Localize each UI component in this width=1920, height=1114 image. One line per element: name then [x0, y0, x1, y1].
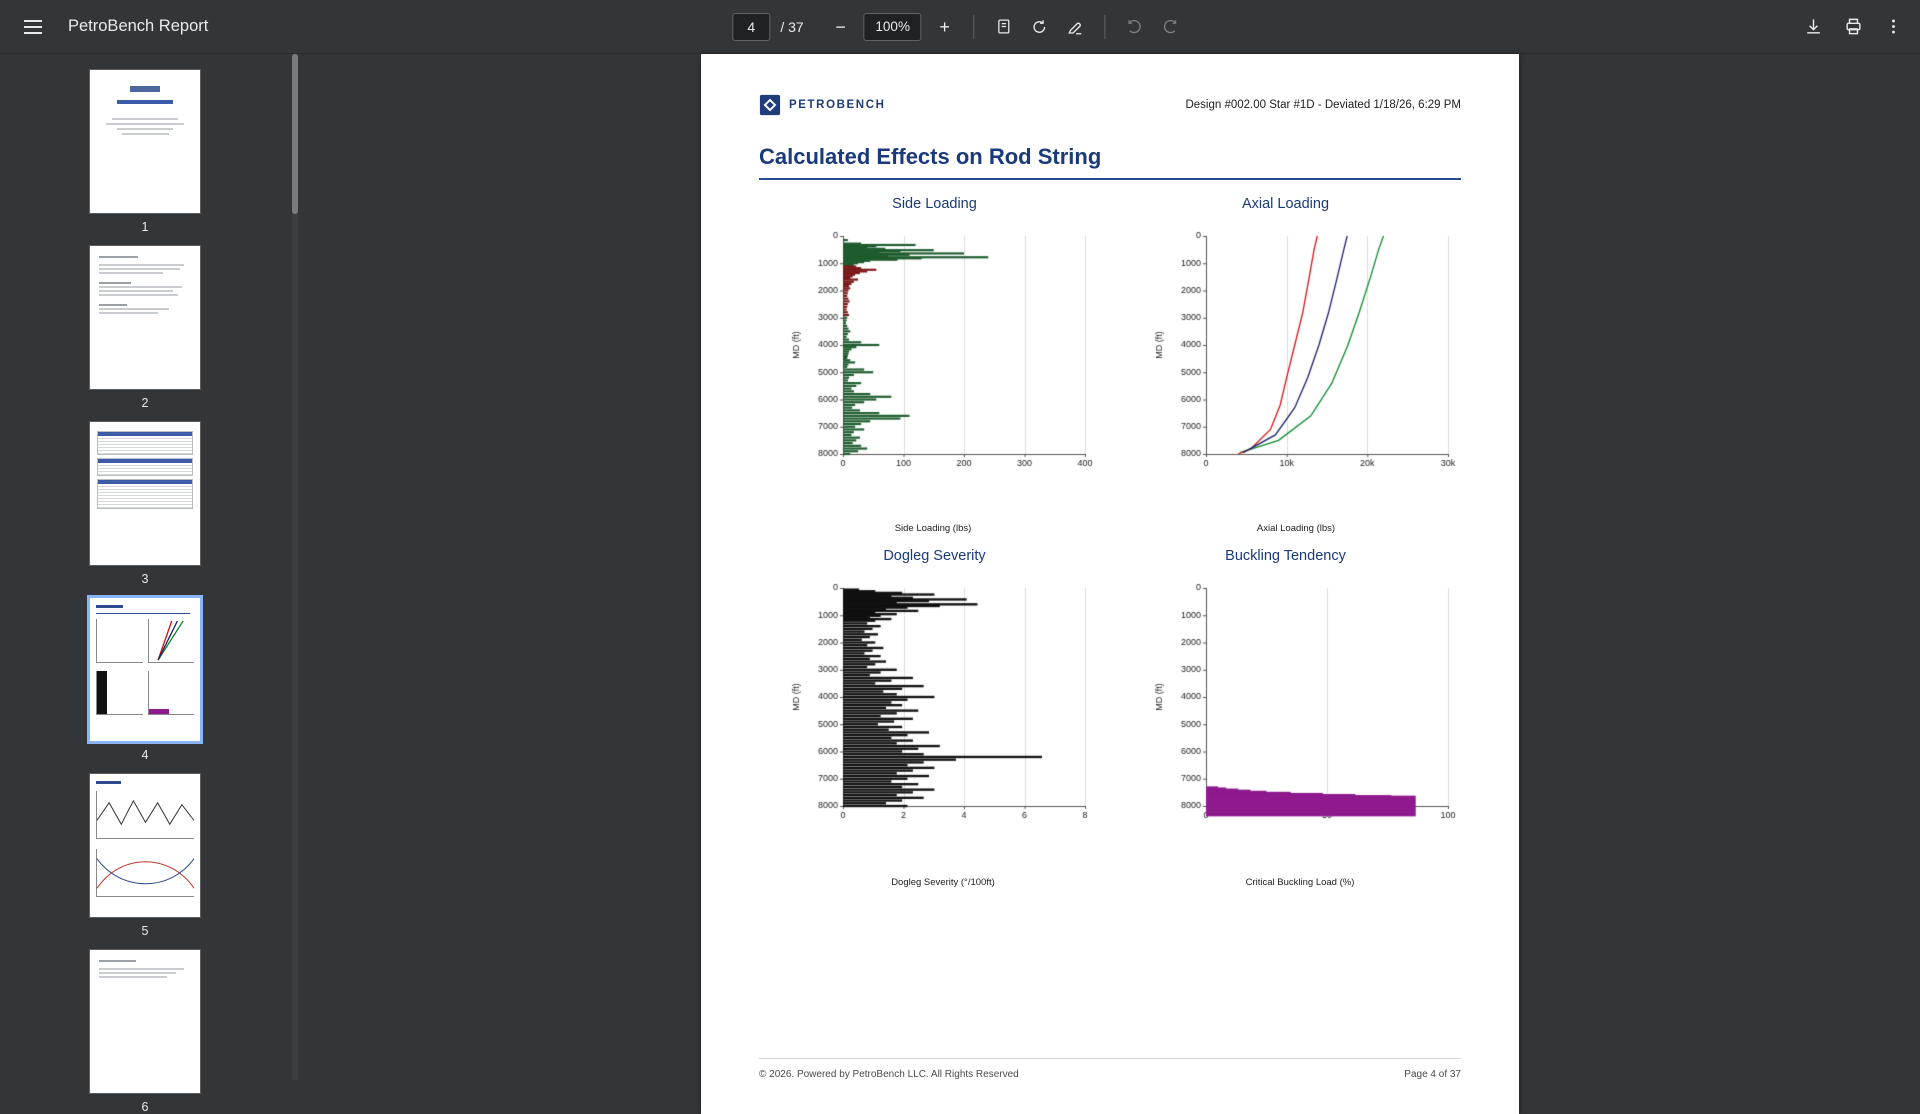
- page-footer: [759, 1058, 1461, 1080]
- page-thumbnail-2[interactable]: [90, 246, 200, 389]
- chart-x-label: Dogleg Severity (°/100ft): [891, 877, 995, 888]
- toolbar-divider-2: [1105, 15, 1106, 39]
- page-title: Calculated Effects on Rod String: [759, 144, 1102, 169]
- page-thumbnail-4[interactable]: [90, 598, 200, 741]
- toolbar-right-actions: [1796, 10, 1910, 44]
- chart-axial-loading: [1110, 186, 1461, 538]
- thumbnail-label: 2: [141, 396, 149, 410]
- more-vertical-icon[interactable]: [1876, 10, 1910, 44]
- scrollbar-thumb[interactable]: [292, 54, 298, 214]
- brand: [759, 94, 886, 116]
- list-item[interactable]: [90, 234, 200, 410]
- chart-title: Side Loading: [892, 196, 977, 212]
- thumbnail-label: 3: [141, 572, 149, 586]
- sidebar-scrollbar[interactable]: [292, 54, 298, 1080]
- viewer-controls: [732, 10, 1187, 44]
- copyright-label: © 2026. Powered by PetroBench LLC. All Rights Reserved: [759, 1069, 1019, 1080]
- charts-grid: [759, 186, 1461, 890]
- redo-icon[interactable]: [1154, 10, 1188, 44]
- pdf-viewer[interactable]: [300, 54, 1920, 1080]
- chart-dogleg-severity: [759, 538, 1110, 890]
- chart-x-label: Axial Loading (lbs): [1256, 523, 1336, 534]
- zoom-out-button[interactable]: −: [835, 16, 846, 37]
- undo-icon[interactable]: [1118, 10, 1152, 44]
- chart-canvas: [785, 222, 1105, 502]
- page-thumbnail-3[interactable]: [90, 422, 200, 565]
- chart-title: Buckling Tendency: [1225, 548, 1346, 564]
- chart-canvas: [1148, 574, 1468, 854]
- title-divider: [759, 178, 1461, 180]
- list-item[interactable]: [90, 586, 200, 762]
- fit-page-icon[interactable]: [987, 10, 1021, 44]
- thumbnail-sidebar: [0, 54, 300, 1114]
- chart-canvas: [785, 574, 1105, 854]
- print-icon[interactable]: [1836, 10, 1870, 44]
- thumbnail-label: 4: [141, 748, 149, 762]
- annotate-pen-icon[interactable]: [1059, 10, 1093, 44]
- page-indicator-label: Page 4 of 37: [1404, 1069, 1461, 1080]
- list-item[interactable]: [90, 410, 200, 586]
- page-thumbnail-5[interactable]: [90, 774, 200, 917]
- chart-canvas: [1148, 222, 1468, 502]
- page-count-label: / 37: [780, 18, 804, 35]
- rotate-icon[interactable]: [1023, 10, 1057, 44]
- thumbnail-label: 5: [141, 924, 149, 938]
- page-thumbnail-1[interactable]: [90, 70, 200, 213]
- list-item[interactable]: [90, 58, 200, 234]
- page-thumbnail-6[interactable]: [90, 950, 200, 1093]
- document-title: PetroBench Report: [68, 17, 209, 35]
- thumbnail-label: 1: [141, 220, 149, 234]
- chart-title: Axial Loading: [1241, 196, 1330, 212]
- zoom-in-button[interactable]: +: [939, 16, 950, 37]
- pdf-page: [701, 54, 1519, 1114]
- page-number-input[interactable]: 4: [732, 13, 770, 41]
- thumbnail-list[interactable]: [0, 54, 290, 1114]
- list-item[interactable]: [90, 762, 200, 938]
- page-header: [759, 94, 1461, 116]
- chart-title: Dogleg Severity: [883, 548, 986, 564]
- chart-buckling-tendency: [1110, 538, 1461, 890]
- thumbnail-label: 6: [141, 1100, 149, 1114]
- hamburger-menu-icon[interactable]: [10, 4, 56, 50]
- design-info-label: Design #002.00 Star #1D - Deviated 1/18/26, 6:29 PM: [1185, 99, 1461, 111]
- chart-side-loading: [759, 186, 1110, 538]
- brand-name: PETROBENCH: [789, 99, 886, 111]
- download-icon[interactable]: [1796, 10, 1830, 44]
- toolbar-divider: [974, 15, 975, 39]
- chart-x-label: Critical Buckling Load (%): [1245, 877, 1355, 888]
- chart-x-label: Side Loading (lbs): [894, 523, 972, 534]
- zoom-level-input[interactable]: 100%: [864, 13, 922, 41]
- top-toolbar: [0, 0, 1920, 54]
- petrobench-logo-icon: [759, 94, 781, 116]
- list-item[interactable]: [90, 938, 200, 1114]
